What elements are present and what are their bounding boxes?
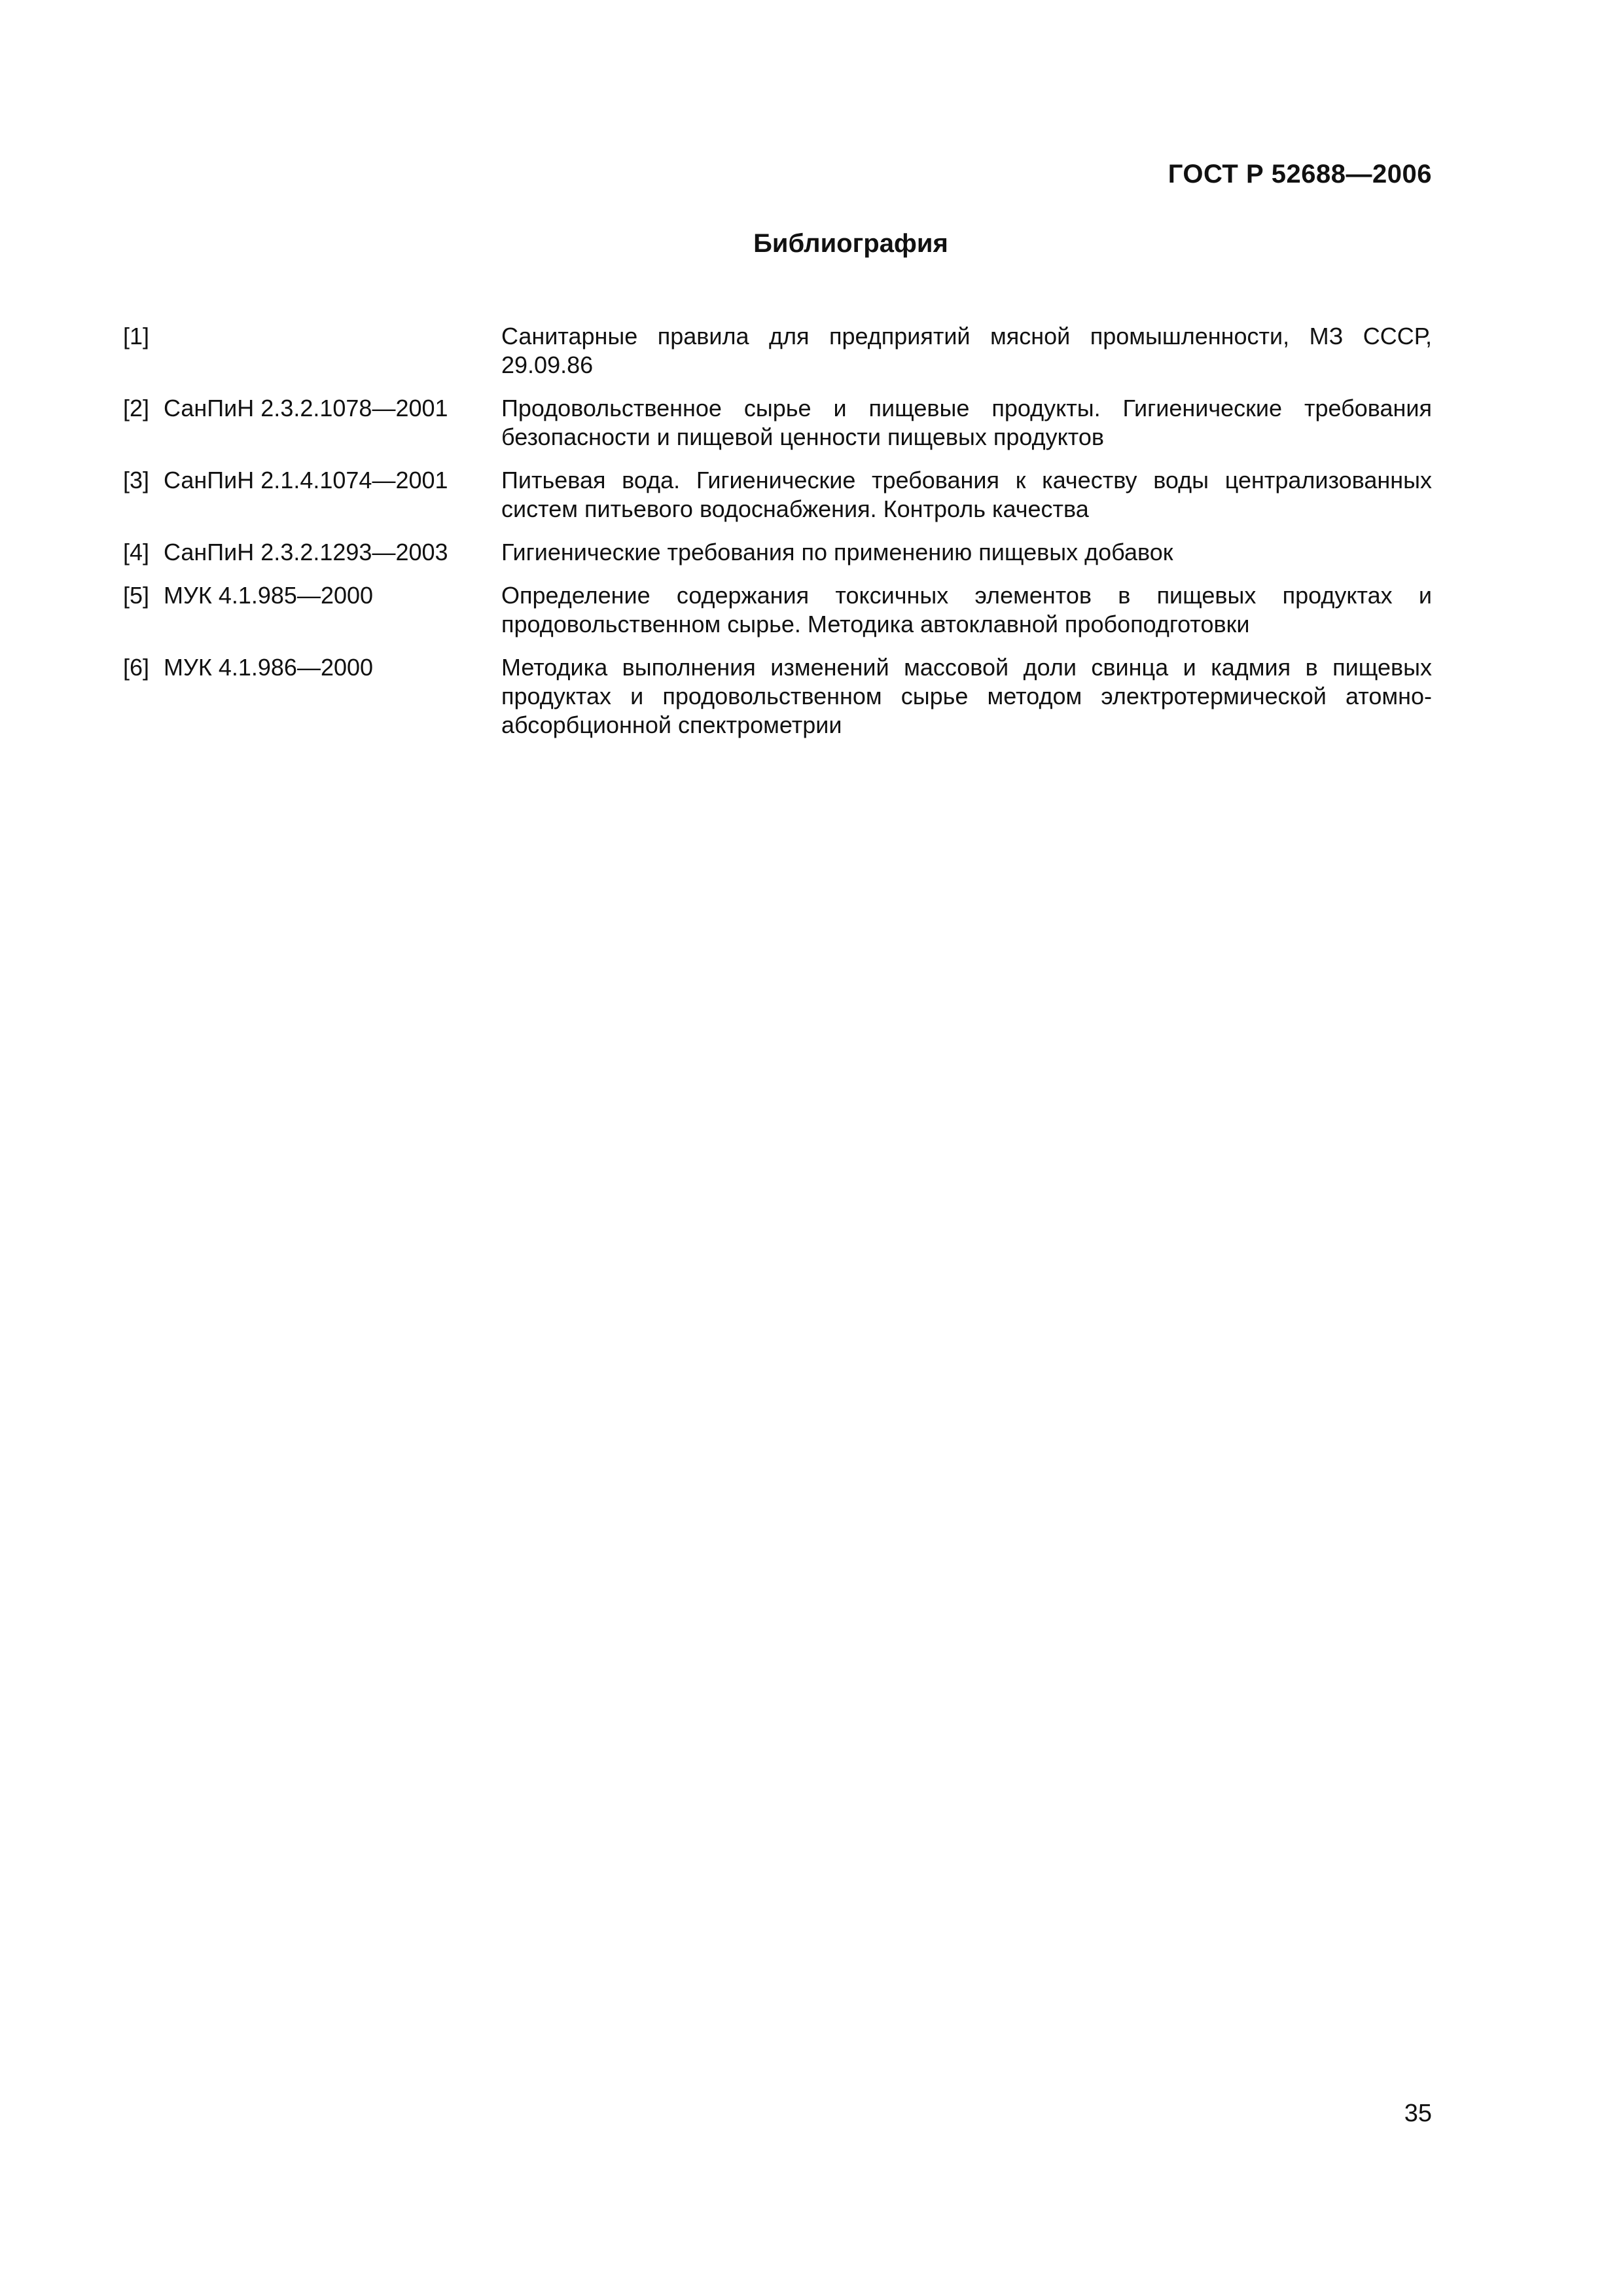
bibliography-entry xyxy=(123,322,1432,380)
bibliography-entry xyxy=(123,538,1432,567)
entry-reference xyxy=(123,581,501,639)
entry-reference xyxy=(123,653,501,740)
bibliography-entry xyxy=(123,653,1432,740)
bibliography-entry xyxy=(123,466,1432,524)
entry-number: [5] xyxy=(123,582,150,609)
entry-reference xyxy=(123,466,501,524)
entry-code: СанПиН 2.1.4.1074—2001 xyxy=(164,467,448,493)
entry-code: СанПиН 2.3.2.1078—2001 xyxy=(164,395,448,422)
entry-reference xyxy=(123,394,501,452)
entry-number: [3] xyxy=(123,467,150,493)
entry-reference xyxy=(123,538,501,567)
section-title: Библиография xyxy=(753,229,948,258)
entry-number: [1] xyxy=(123,323,150,350)
bibliography-list xyxy=(123,322,1432,754)
entry-title: Гигиенические требования по применению пищевых добавок xyxy=(501,539,1173,565)
entry-code: СанПиН 2.3.2.1293—2003 xyxy=(164,539,448,565)
entry-title: Питьевая вода. Гигиенические требования к качеству воды централизованных систем питьевого водоснабжения. Контроль качества xyxy=(501,467,1432,522)
entry-number: [2] xyxy=(123,395,150,422)
entry-reference xyxy=(123,322,501,380)
bibliography-entry xyxy=(123,394,1432,452)
entry-title: Санитарные правила для предприятий мясной промышленности, МЗ СССР, 29.09.86 xyxy=(501,323,1432,378)
document-code: ГОСТ Р 52688—2006 xyxy=(1168,160,1432,188)
entry-code: МУК 4.1.986—2000 xyxy=(164,654,374,681)
entry-code: МУК 4.1.985—2000 xyxy=(164,582,374,609)
entry-title: Методика выполнения изменений массовой доли свинца и кадмия в пищевых продуктах и продовольственном сырье методом электротермической атомно-абсорбционной спектрометрии xyxy=(501,654,1432,738)
bibliography-entry xyxy=(123,581,1432,639)
entry-number: [6] xyxy=(123,654,150,681)
entry-number: [4] xyxy=(123,539,150,565)
entry-title: Продовольственное сырье и пищевые продукты. Гигиенические требования безопасности и пищевой ценности пищевых продуктов xyxy=(501,395,1432,450)
page-number: 35 xyxy=(1404,2100,1432,2127)
entry-title: Определение содержания токсичных элементов в пищевых продуктах и продовольственном сырье. Методика автоклавной пробоподготовки xyxy=(501,582,1432,637)
